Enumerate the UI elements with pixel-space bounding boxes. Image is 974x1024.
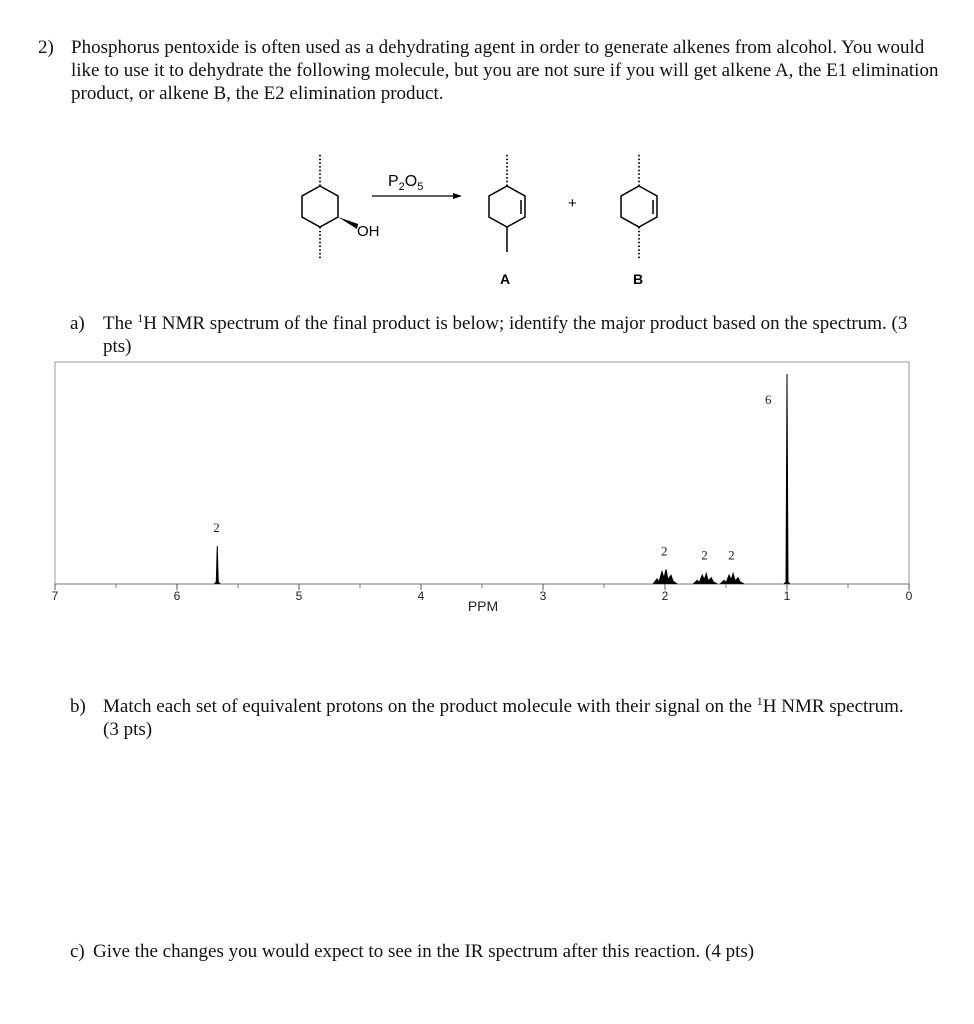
part-b-label: b) (70, 696, 86, 717)
nmr-peak (693, 574, 717, 585)
tick-label: 6 (173, 589, 181, 603)
tick-label: 3 (539, 589, 547, 603)
part-a-text: The $^1$H NMR spectrum of the final product is below; identify the major product based on the spectrum. (3 pts) (103, 311, 908, 357)
plus-sign: + (568, 195, 577, 212)
product-a-label: A (500, 271, 511, 287)
wedge-bond (338, 217, 358, 229)
tick-label: 4 (417, 589, 425, 603)
nmr-peak (214, 546, 220, 584)
reaction-scheme (280, 148, 700, 293)
tick-label: 0 (905, 589, 913, 603)
integration-label: 2 (213, 520, 220, 536)
starting-material (302, 153, 338, 260)
integration-label: 6 (765, 392, 772, 407)
tick-label: 7 (51, 589, 59, 603)
reagent-label: $P_2O_5$ (388, 173, 424, 193)
nmr-spectrum (40, 360, 930, 620)
nmr-peak (653, 569, 677, 584)
product-b-label: B (633, 271, 644, 287)
arrow-head (453, 193, 462, 199)
product-b (621, 153, 657, 260)
spectrum-frame (55, 362, 909, 584)
integration-label: 2 (701, 547, 708, 563)
nmr-peak (720, 574, 744, 585)
part-c-text: Give the changes you would expect to see in the IR spectrum after this reaction. (4 pts) (93, 941, 755, 962)
tick-label: 1 (783, 589, 791, 603)
part-b-text: Match each set of equivalent protons on the product molecule with their signal on the $^1$H NMR spectrum. (3 pts) (103, 694, 904, 740)
part-a-label: a) (70, 313, 85, 334)
x-axis-label: PPM (467, 598, 499, 614)
tick-label: 5 (295, 589, 303, 603)
product-a (489, 153, 525, 252)
integration-label: 2 (728, 547, 735, 563)
integration-label: 2 (661, 543, 668, 559)
nmr-peak (784, 374, 790, 584)
hydroxyl-label: OH (357, 223, 380, 240)
question-text: Phosphorus pentoxide is often used as a dehydrating agent in order to generate alkenes from alcohol. You would like to use it to dehydrate the following molecule, but you are not sure if you will get alkene A, the E1 elimination product, or alkene B, the E2 elimination product. (71, 37, 939, 104)
part-c-label: c) (70, 941, 85, 962)
tick-label: 2 (661, 589, 669, 603)
question-number: 2) (38, 37, 54, 58)
